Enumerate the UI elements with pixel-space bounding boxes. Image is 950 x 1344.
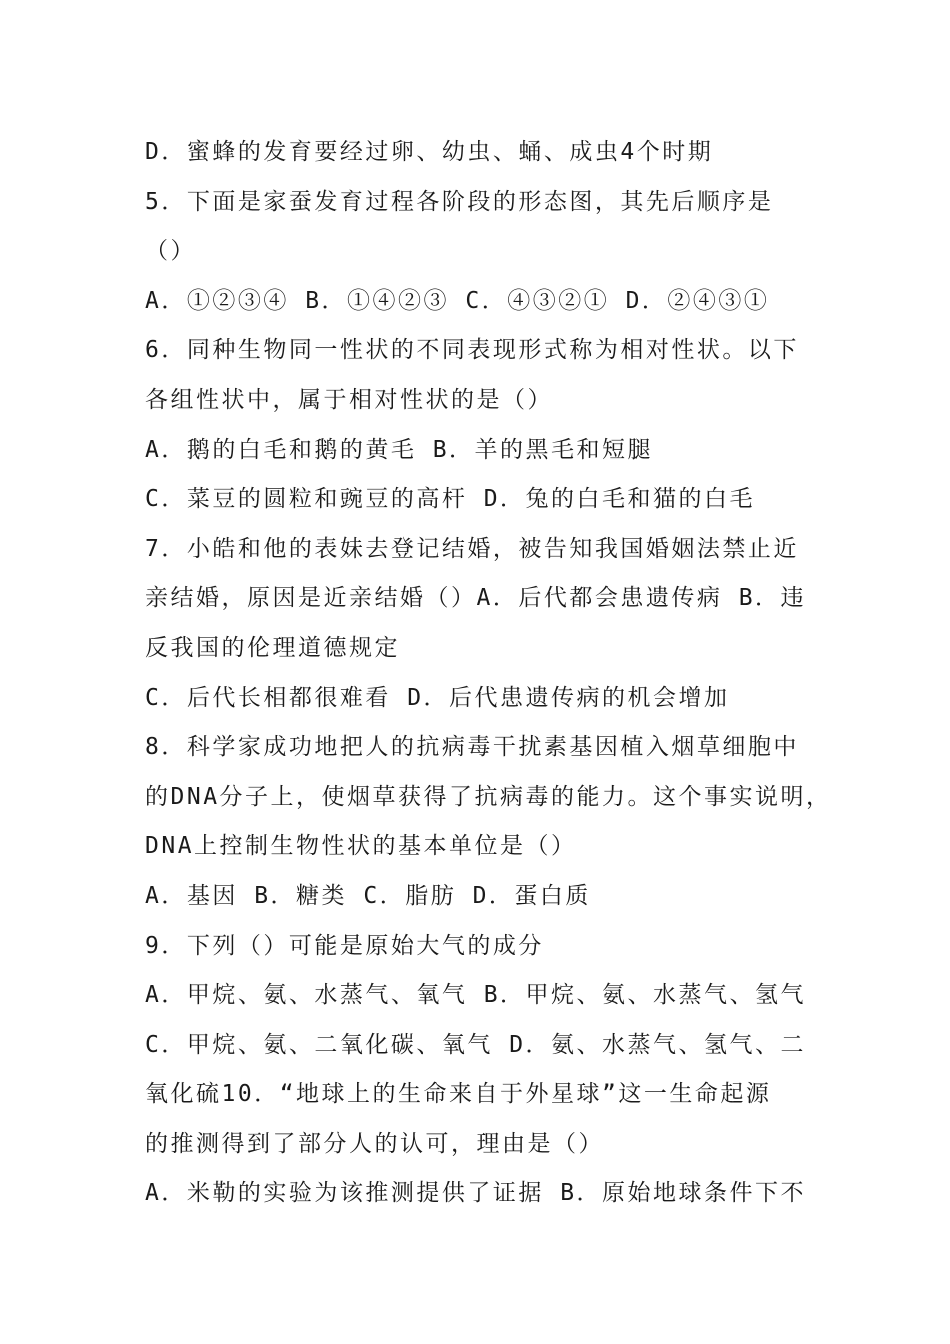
text-line: 8．科学家成功地把人的抗病毒干扰素基因植入烟草细胞中 <box>145 734 799 761</box>
text-line: 亲结婚，原因是近亲结婚（）A．后代都会患遗传病 B．违 <box>145 585 807 612</box>
document-body <box>145 128 835 1219</box>
text-line: （） <box>145 238 196 265</box>
text-line: A．甲烷、氨、水蒸气、氧气 B．甲烷、氨、水蒸气、氢气 <box>145 982 807 1009</box>
text-line: 的推测得到了部分人的认可，理由是（） <box>145 1130 604 1157</box>
text-line: A．①②③④ B．①④②③ C．④③②① D．②④③① <box>145 287 770 314</box>
text-line: C．菜豆的圆粒和豌豆的高杆 D．兔的白毛和猫的白毛 <box>145 486 756 513</box>
text-line: C．后代长相都很难看 D．后代患遗传病的机会增加 <box>145 684 730 711</box>
text-line: 7．小皓和他的表妹去登记结婚，被告知我国婚姻法禁止近 <box>145 535 799 562</box>
text-line: 6．同种生物同一性状的不同表现形式称为相对性状。以下 <box>145 337 799 364</box>
text-line: A．鹅的白毛和鹅的黄毛 B．羊的黑毛和短腿 <box>145 436 654 463</box>
text-line: D．蜜蜂的发育要经过卵、幼虫、蛹、成虫4个时期 <box>145 139 714 165</box>
text-line: 5．下面是家蚕发育过程各阶段的形态图，其先后顺序是 <box>145 188 774 215</box>
text-line: DNA上控制生物性状的基本单位是（） <box>145 833 577 860</box>
text-line: 反我国的伦理道德规定 <box>145 634 400 661</box>
text-line: A．米勒的实验为该推测提供了证据 B．原始地球条件下不 <box>145 1180 807 1207</box>
text-line: 氧化硫10．“地球上的生命来自于外星球”这一生命起源 <box>145 1081 772 1108</box>
text-line: 的DNA分子上，使烟草获得了抗病毒的能力。这个事实说明， <box>145 783 832 810</box>
text-line: 各组性状中，属于相对性状的是（） <box>145 386 553 413</box>
text-line: 9．下列（）可能是原始大气的成分 <box>145 932 544 959</box>
text-line: A．基因 B．糖类 C．脂肪 D．蛋白质 <box>145 882 591 909</box>
text-line: C．甲烷、氨、二氧化碳、氧气 D．氨、水蒸气、氢气、二 <box>145 1031 807 1058</box>
